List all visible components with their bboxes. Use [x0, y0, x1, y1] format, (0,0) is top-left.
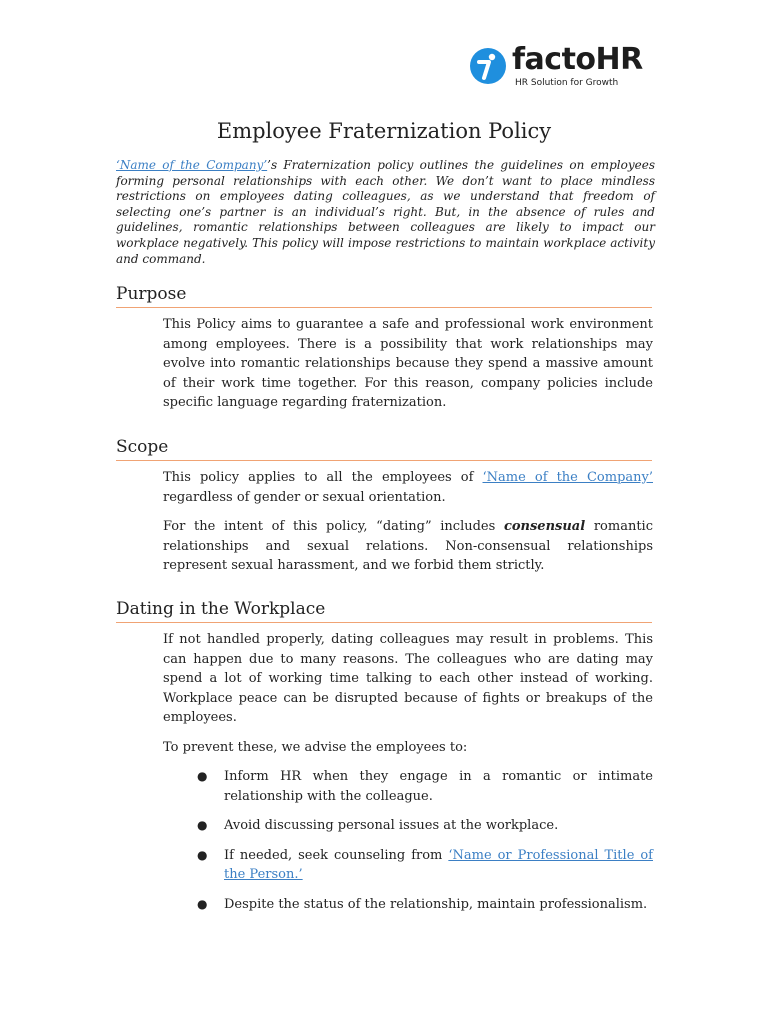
bullet-icon: ● [197, 896, 208, 911]
scope-paragraph-2 [163, 517, 653, 576]
scope-paragraph-1 [163, 468, 653, 507]
list-item [163, 846, 653, 885]
purpose-heading: Purpose [116, 282, 652, 308]
company-name-link[interactable]: ‘Name of the Company’ [116, 158, 268, 172]
list-item-text: Inform HR when they engage in a romantic or intimate relationship with the colleague. [224, 769, 653, 804]
logo-brand: factoHR [512, 42, 643, 77]
list-item-text: Despite the status of the relationship, maintain professionalism. [224, 896, 648, 912]
counselor-link[interactable]: ‘Name or Professional Title of the Person.’ [224, 847, 653, 882]
scope-company-link[interactable]: ‘Name of the Company’ [482, 470, 653, 485]
scope-heading: Scope [116, 435, 652, 461]
list-item-text: Avoid discussing personal issues at the workplace. [224, 818, 559, 833]
factohr-logo [470, 42, 645, 90]
purpose-section [163, 315, 653, 423]
list-item [163, 816, 653, 836]
intro-paragraph [116, 158, 655, 267]
bullet-icon: ● [197, 847, 208, 862]
page-title: Employee Fraternization Policy [216, 119, 552, 144]
bullet-icon: ● [197, 769, 208, 783]
list-item [163, 767, 653, 806]
purpose-paragraph: This Policy aims to guarantee a safe and professional work environment among employees. There is a possibility that work relationships may evolve into romantic relationships because they spend a massive amount of their work time together. For this reason, company policies include specific language regarding fraternization. [163, 317, 653, 410]
scope-text-after: regardless of gender or sexual orientation. [163, 489, 446, 505]
advice-list [163, 767, 653, 914]
intro-text: ’s Fraternization policy outlines the guidelines on employees forming personal relationships with each other. We don’t want to place mindless restrictions on employees dating colleagues, as we understand that freedom of selecting one’s partner is an individual’s right. But, in the absence of rules and guidelines, romantic relationships between colleagues are likely to impact our workplace negatively. This policy will impose restrictions to maintain workplace activity and command. [116, 158, 655, 266]
bullet-icon: ● [197, 818, 208, 832]
dating-paragraph-1: If not handled properly, dating colleagues may result in problems. This can happen due to many reasons. The colleagues who are dating may spend a lot of working time talking to each other instead of working. Workplace peace can be disrupted because of fights or breakups of the employees. [163, 632, 653, 725]
scope-section [163, 468, 653, 586]
scope-p2-after: romantic relationships and sexual relations. Non-consensual relationships represent sexual harassment, and we forbid them strictly. [163, 519, 653, 573]
dating-paragraph-2: To prevent these, we advise the employees to: [163, 739, 468, 755]
scope-p2-before: For the intent of this policy, “dating” includes [163, 519, 504, 534]
scope-text-before: This policy applies to all the employees of [163, 470, 483, 485]
list-item-text: If needed, seek counseling from [224, 847, 449, 863]
logo-tagline: HR Solution for Growth [515, 78, 619, 88]
person-leap-icon [470, 48, 506, 84]
dating-section [163, 630, 653, 924]
dating-heading: Dating in the Workplace [116, 597, 652, 623]
list-item [163, 895, 653, 915]
consensual-emphasis: consensual [503, 519, 586, 534]
